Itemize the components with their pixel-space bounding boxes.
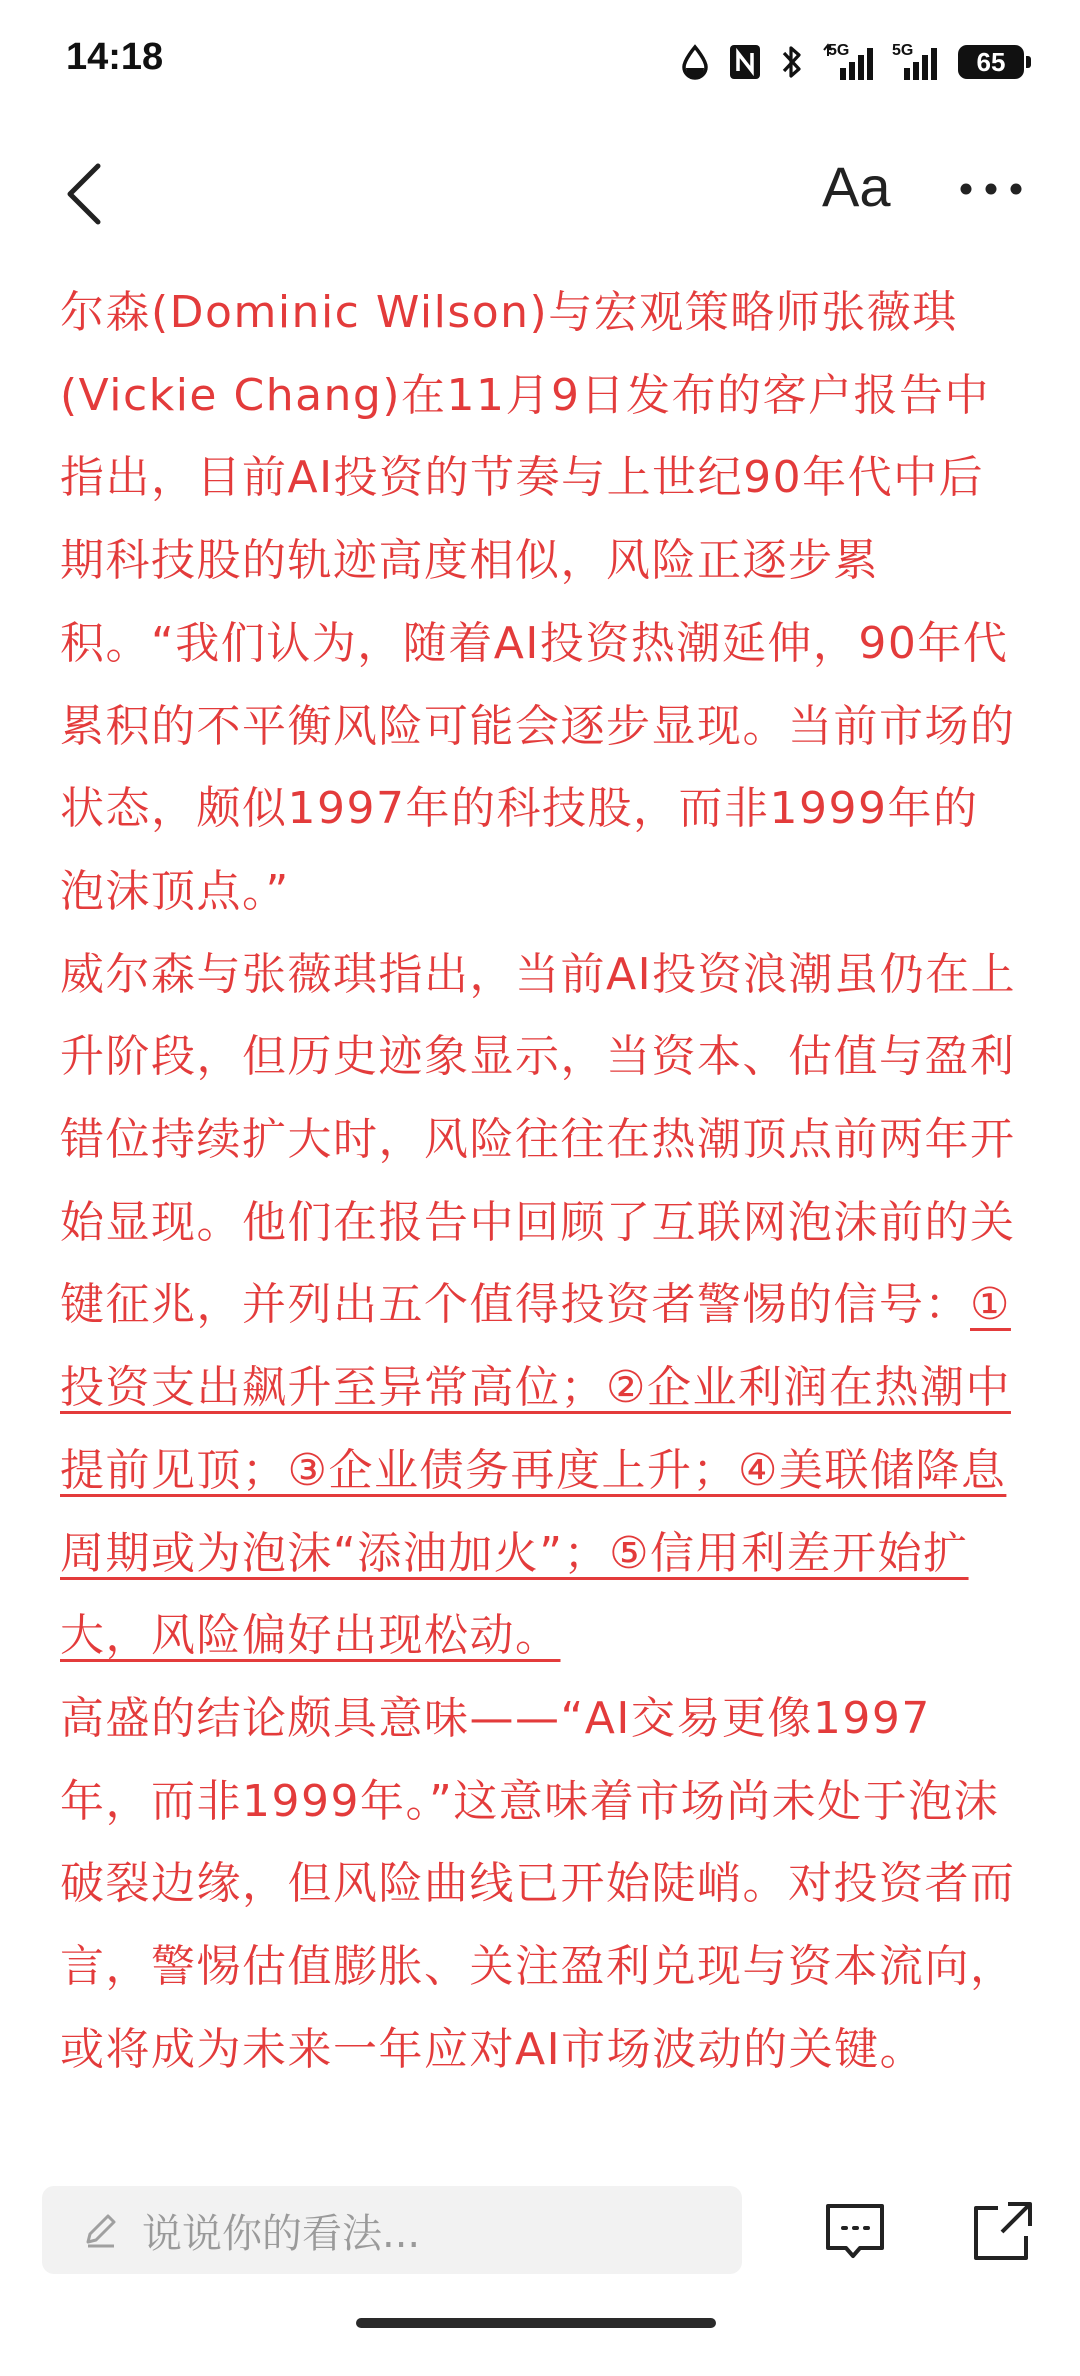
warning-signals-link[interactable]: ①投资支出飙升至异常高位；②企业利润在热潮中提前见顶；③企业债务再度上升；④美联储降息周期或为泡沫“添油加火”；⑤信用利差开始扩大，风险偏好出现松动。 (60, 1279, 1011, 1662)
comment-button[interactable] (820, 2196, 890, 2270)
status-icons (680, 40, 1024, 84)
network-type-2: 5G (892, 42, 914, 59)
nfc-icon (728, 43, 762, 81)
more-dots-icon (956, 174, 1026, 204)
article-paragraph-3: 高盛的结论颇具意味——“AI交易更像1997年，而非1999年。”这意味着市场尚未处于泡沫破裂边缘，但风险曲线已开始陡峭。对投资者而言，警惕估值膨胀、关注盈利兑现与资本流向，或将成为未来一年应对AI市场波动的关键。 (60, 1692, 1016, 2075)
top-bar (0, 140, 1080, 240)
share-button[interactable] (968, 2196, 1038, 2270)
article-paragraph-2 (60, 934, 1020, 1678)
water-drop-icon (680, 44, 710, 80)
signal-1 (822, 42, 874, 82)
comment-placeholder: 说说你的看法... (142, 2210, 421, 2257)
battery-level: 65 (976, 46, 1006, 77)
article-body (60, 272, 1020, 2091)
comment-icon (820, 2196, 890, 2266)
comment-input[interactable] (42, 2186, 742, 2274)
status-bar (0, 0, 1080, 120)
home-indicator[interactable] (356, 2318, 716, 2328)
paragraph-2-text: 威尔森与张薇琪指出，当前AI投资浪潮虽仍在上升阶段，但历史迹象显示，当资本、估值与盈利错位持续扩大时，风险往往在热潮顶点前两年开始显现。他们在报告中回顾了互联网泡沫前的关键征兆，并列出五个值得投资者警惕的信号： (60, 948, 1017, 1331)
signal-2 (892, 42, 940, 82)
font-size-button[interactable]: Aa (822, 155, 891, 218)
back-button[interactable] (58, 158, 118, 228)
share-icon (968, 2196, 1038, 2266)
battery-icon (958, 45, 1024, 79)
status-time: 14:18 (66, 36, 164, 78)
pen-icon (80, 2210, 120, 2250)
network-type-1: 5G (828, 42, 850, 59)
signal-bars-icon (822, 42, 874, 82)
signal-bars-icon (892, 42, 940, 82)
bluetooth-icon (780, 43, 804, 81)
chevron-left-icon (58, 158, 118, 228)
more-button[interactable] (956, 174, 1026, 204)
article-paragraph-1: 尔森(Dominic Wilson)与宏观策略师张薇琪(Vickie Chang)在11月9日发布的客户报告中指出，目前AI投资的节奏与上世纪90年代中后期科技股的轨迹高度相似，风险正逐步累积。“我们认为，随着AI投资热潮延伸，90年代累积的不平衡风险可能会逐步显现。当前市场的状态，颇似1997年的科技股，而非1999年的泡沫顶点。” (60, 287, 1016, 917)
